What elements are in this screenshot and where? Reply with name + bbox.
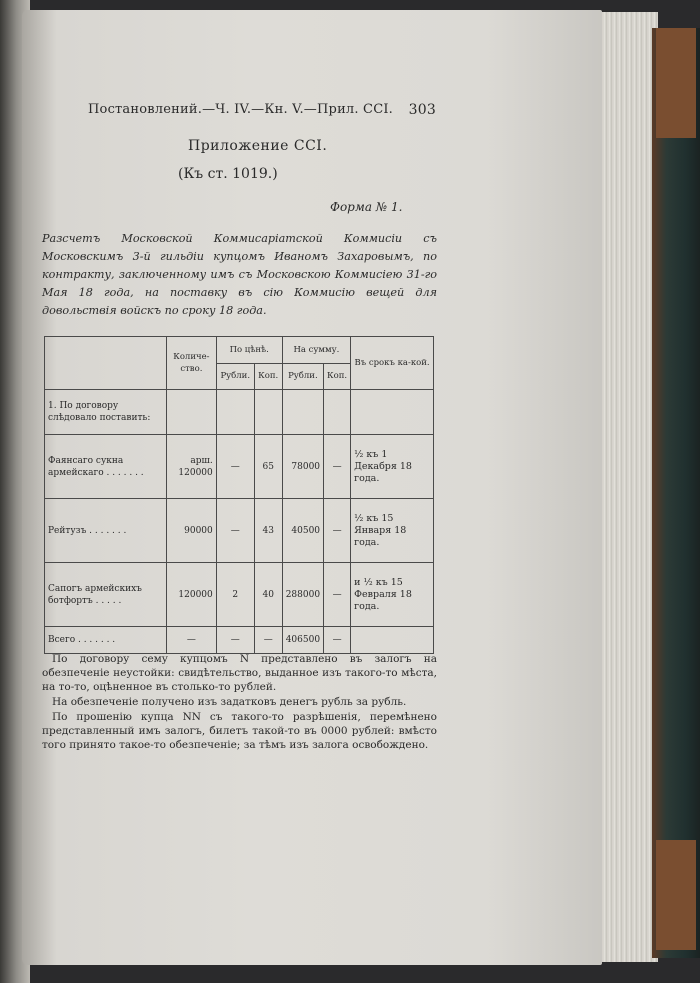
- amount-rub-header: Рубли.: [282, 363, 323, 390]
- price-header: По цѣнѣ.: [216, 337, 282, 364]
- appendix-reference: (Къ ст. 1019.): [178, 166, 278, 182]
- section-row: [45, 390, 434, 435]
- row-item: Сапогъ армейскихъ ботфортъ . . . . .: [45, 563, 167, 627]
- row-price-kop: 65: [254, 435, 282, 499]
- price-rub-header: Рубли.: [216, 363, 254, 390]
- running-title: Постановлений.—Ч. IV.—Кн. V.—Прил. CCI.: [88, 102, 394, 117]
- table-row: [45, 499, 434, 563]
- row-price-rub: —: [216, 499, 254, 563]
- row-quantity: 90000: [167, 499, 217, 563]
- total-label: Всего . . . . . . .: [45, 627, 167, 654]
- row-price-rub: —: [216, 435, 254, 499]
- intro-paragraph: Разсчетъ Московской Коммисаріатской Коммисіи съ Московскимъ 3-й гильдіи купцомъ Иваномъ Захаровымъ, по контракту, заключенному имъ съ Московскою Коммисіею 31-го Мая 18 года, на поставку въ сію Коммисію вещей для довольствія войскъ по сроку 18 года.: [42, 232, 437, 317]
- settlement-table: [44, 336, 434, 654]
- total-price-rub: —: [216, 627, 254, 654]
- total-price-kop: —: [254, 627, 282, 654]
- row-sum-kop: —: [324, 435, 351, 499]
- row-quantity: арш. 120000: [167, 435, 217, 499]
- quantity-header: Количе-ство.: [167, 337, 217, 390]
- footer-paragraph: По договору сему купцомъ N представлено въ залогъ на обезпеченіе неустойки: свидѣтельство, выданное изъ такого-то мѣста, на то-то, оцѣненное въ столько-то рублей.: [42, 653, 437, 693]
- total-sum-kop: —: [324, 627, 351, 654]
- section-label: 1. По договору слѣдовало поставить:: [45, 390, 167, 435]
- term-header: Въ срокъ ка-кой.: [351, 337, 434, 390]
- row-term: ½ къ 1 Декабря 18 года.: [351, 435, 434, 499]
- footer-paragraph: По прошенію купца NN съ такого-то разрѣшенія, перемѣнено представленный имъ залогъ, билетъ такой-то въ 0000 рублей: вмѣсто того принято такое-то обезпеченіе; за тѣмъ изъ залога освобождено.: [42, 711, 437, 751]
- total-row: [45, 627, 434, 654]
- row-item: Рейтузъ . . . . . . .: [45, 499, 167, 563]
- price-kop-header: Коп.: [254, 363, 282, 390]
- row-sum-rub: 40500: [282, 499, 323, 563]
- item-header: [45, 337, 167, 390]
- running-header: [88, 102, 436, 117]
- row-term: и ½ къ 15 Февраля 18 года.: [351, 563, 434, 627]
- form-label: Форма № 1.: [330, 200, 403, 214]
- table-row: [45, 563, 434, 627]
- footer-paragraph: На обезпеченіе получено изъ задатковъ денегъ рубль за рубль.: [52, 696, 407, 708]
- row-price-kop: 43: [254, 499, 282, 563]
- row-quantity: 120000: [167, 563, 217, 627]
- total-quantity: —: [167, 627, 217, 654]
- table-row: [45, 435, 434, 499]
- total-term: [351, 627, 434, 654]
- row-sum-rub: 288000: [282, 563, 323, 627]
- appendix-title: Приложение CCI.: [188, 138, 328, 154]
- row-price-rub: 2: [216, 563, 254, 627]
- row-price-kop: 40: [254, 563, 282, 627]
- row-term: ½ къ 15 Января 18 года.: [351, 499, 434, 563]
- row-sum-kop: —: [324, 563, 351, 627]
- cover-corner-bottom: [656, 840, 696, 950]
- page-number: 303: [408, 102, 436, 118]
- total-sum-rub: 406500: [282, 627, 323, 654]
- book-cover: [652, 28, 700, 958]
- row-item: Фаянсаго сукна армейскаго . . . . . . .: [45, 435, 167, 499]
- amount-kop-header: Коп.: [324, 363, 351, 390]
- row-sum-rub: 78000: [282, 435, 323, 499]
- row-sum-kop: —: [324, 499, 351, 563]
- footer-notes: [42, 652, 437, 753]
- amount-header: На сумму.: [282, 337, 350, 364]
- cover-corner-top: [656, 28, 696, 138]
